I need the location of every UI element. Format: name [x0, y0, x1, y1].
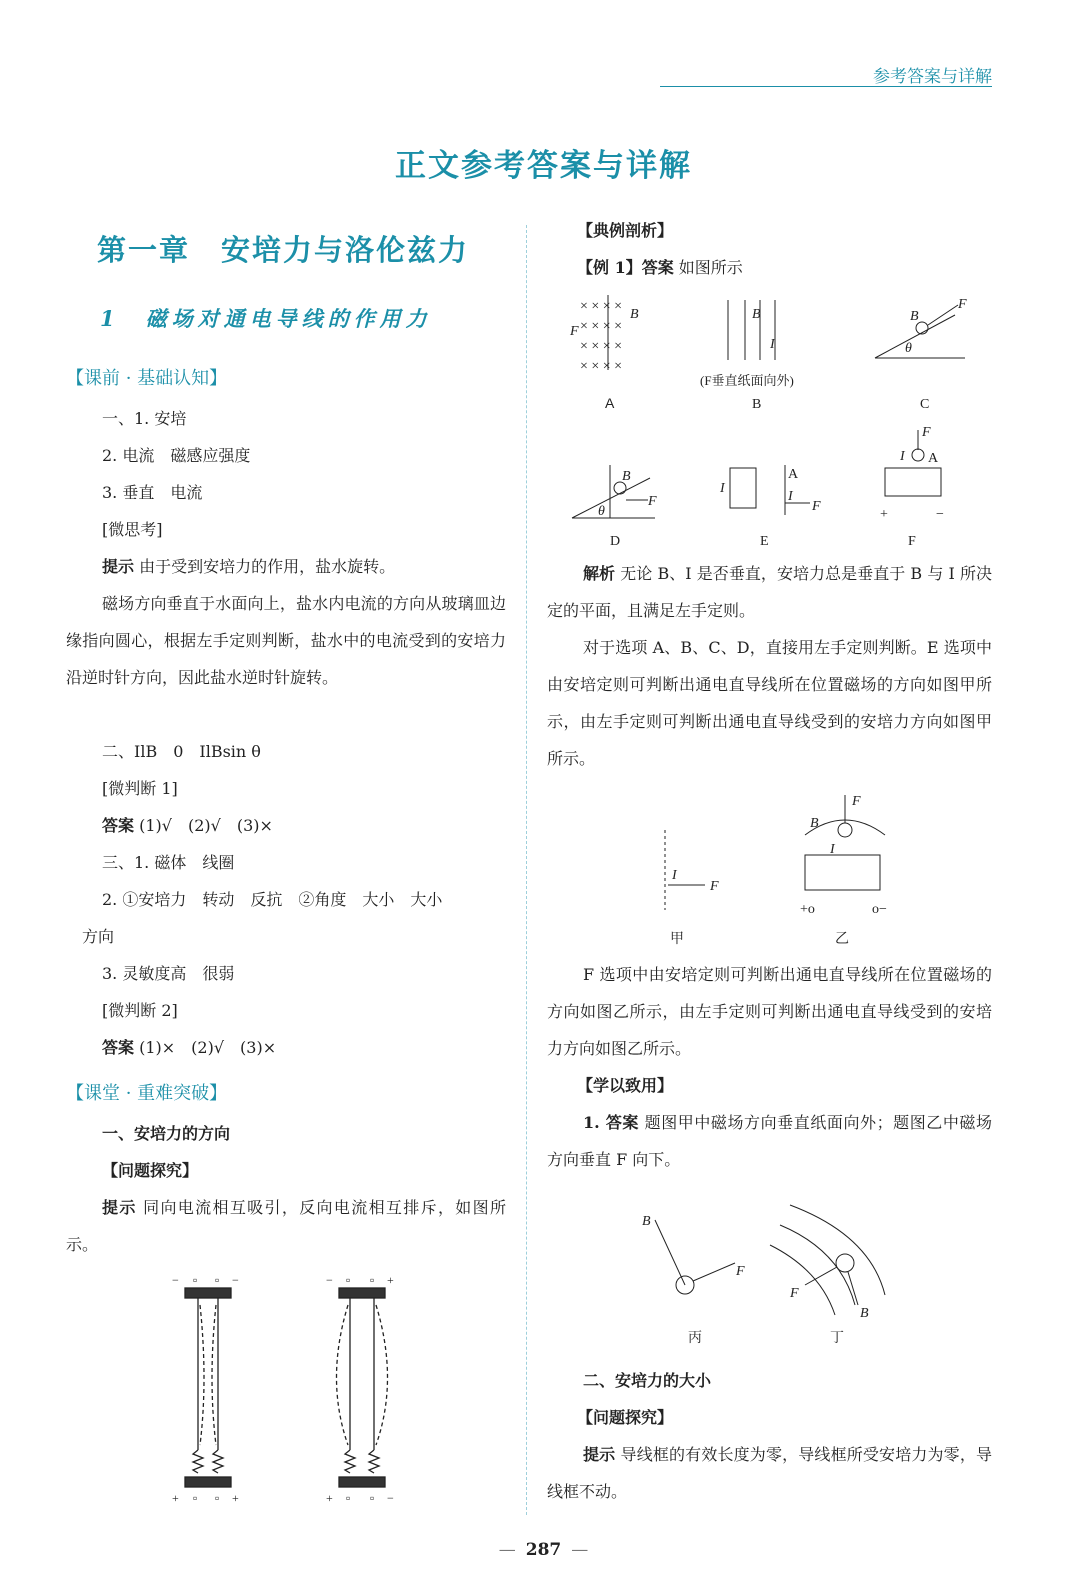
sub-heading: [微判断 1] [102, 779, 178, 798]
svg-text:× × × ×: × × × × [580, 359, 623, 374]
svg-text:θ: θ [598, 504, 605, 519]
svg-text:▫: ▫ [346, 1273, 351, 1287]
sub-heading: 【典例剖析】 [577, 221, 674, 240]
sub-heading: 二、安培力的大小 [583, 1371, 712, 1390]
svg-text:A: A [788, 467, 799, 482]
svg-text:A: A [928, 451, 939, 466]
svg-text:▫: ▫ [193, 1273, 198, 1287]
answer-line: 二、IlB 0 IlBsin θ [102, 742, 261, 761]
figure-d [572, 465, 655, 518]
figure-label: B [752, 397, 762, 412]
answer-line: 答案 (1)× (2)√ (3)× [102, 1038, 277, 1057]
paragraph: 对于选项 A、B、C、D，直接用左手定则判断。E 选项中由安培定则可判断出通电直导线所在位置磁场的方向如图甲所示，由左手定则可判断出通电直导线受到的安培力方向如图甲所示。 [547, 638, 992, 768]
svg-text:▫: ▫ [370, 1273, 375, 1287]
header-rule [660, 86, 992, 87]
svg-text:F: F [570, 324, 579, 339]
sub-heading: 【问题探究】 [577, 1408, 674, 1427]
svg-text:B: B [752, 307, 761, 322]
figure-a [569, 295, 639, 411]
svg-text:F: F [648, 494, 657, 509]
figure-label: 丙 [688, 1331, 702, 1346]
answer-line: 三、1. 磁体 线圈 [102, 853, 235, 872]
svg-text:I: I [720, 481, 725, 496]
svg-text:I: I [770, 337, 775, 352]
svg-text:+: + [232, 1491, 239, 1505]
page-number: — 287 — [498, 1540, 589, 1560]
answer-line: 3. 垂直 电流 [102, 483, 203, 502]
svg-text:θ: θ [905, 341, 912, 356]
svg-text:+: + [172, 1491, 179, 1505]
svg-text:+: + [326, 1491, 333, 1505]
figure-label: 丁 [830, 1331, 844, 1346]
svg-text:−: − [936, 507, 944, 522]
sub-heading: 【问题探究】 [102, 1161, 199, 1180]
page-title: 正文参考答案与详解 [395, 148, 692, 184]
figure-label: 乙 [835, 932, 849, 947]
hint-key: 提示 [102, 557, 135, 576]
svg-text:o−: o− [872, 902, 887, 917]
sub-heading: [微判断 2] [102, 1001, 178, 1020]
svg-text:F: F [812, 499, 821, 514]
figure-note: (F垂直纸面向外) [700, 373, 794, 388]
svg-text:× × × ×: × × × × [580, 319, 623, 334]
svg-text:× × × ×: × × × × [580, 299, 623, 314]
svg-text:I: I [900, 449, 905, 464]
svg-text:▫: ▫ [193, 1491, 198, 1505]
figures-bing-ding [630, 1185, 910, 1355]
svg-text:B: B [630, 307, 639, 322]
column-divider [526, 225, 527, 1515]
svg-text:+: + [387, 1273, 394, 1287]
figure-label: 甲 [670, 932, 684, 947]
figure-label: D [610, 534, 621, 549]
svg-text:F: F [790, 1286, 799, 1301]
svg-text:−: − [387, 1491, 394, 1505]
svg-text:F: F [922, 425, 931, 440]
example-figures [560, 290, 990, 550]
figures-jia-yi [640, 785, 900, 955]
svg-text:I: I [830, 842, 835, 857]
svg-text:−: − [172, 1273, 179, 1287]
answer-line: 一、1. 安培 [102, 409, 187, 428]
answer-line: 2. 电流 磁感应强度 [102, 446, 251, 465]
svg-text:▫: ▫ [370, 1491, 375, 1505]
svg-text:B: B [860, 1306, 869, 1321]
svg-text:F: F [958, 297, 967, 312]
sub-heading: [微思考] [102, 520, 163, 539]
tag-preclass: 【课前 · 基础认知】 [66, 368, 228, 389]
svg-text:▫: ▫ [215, 1491, 220, 1505]
answer-line: 2. ①安培力 转动 反抗 ②角度 大小 大小 [102, 890, 443, 909]
answer-line: 方向 [82, 927, 115, 946]
answer-line: 3. 灵敏度高 很弱 [102, 964, 235, 983]
svg-text:B: B [810, 816, 819, 831]
svg-text:−: − [326, 1273, 333, 1287]
svg-text:+o: +o [800, 902, 815, 917]
figure-c [875, 305, 965, 358]
svg-text:−: − [232, 1273, 239, 1287]
figure-label: C [920, 397, 930, 412]
answer-line: 答案 (1)√ (2)√ (3)× [102, 816, 273, 835]
figure-label: F [908, 534, 916, 549]
hint-paragraph: 提示 导线框的有效长度为零，导线框所受安培力为零，导线框不动。 [547, 1445, 992, 1501]
figure-b [728, 300, 776, 360]
svg-text:I: I [788, 489, 793, 504]
hint-paragraph: 提示 同向电流相互吸引，反向电流相互排斥，如图所示。 [66, 1198, 506, 1254]
svg-text:I: I [672, 868, 677, 883]
figure-label: E [760, 534, 769, 549]
svg-text:B: B [642, 1214, 651, 1229]
svg-text:+: + [880, 507, 888, 522]
tag-inclass: 【课堂 · 重难突破】 [66, 1083, 228, 1104]
svg-text:▫: ▫ [215, 1273, 220, 1287]
hint-line: 提示 由于受到安培力的作用，盐水旋转。 [102, 557, 396, 576]
answer-paragraph: 1. 答案 题图甲中磁场方向垂直纸面向外；题图乙中磁场方向垂直 F 向下。 [547, 1113, 992, 1169]
paragraph: 磁场方向垂直于水面向上，盐水内电流的方向从玻璃皿边缘指向圆心，根据左手定则判断，盐水中的电流受到的安培力沿逆时针方向，因此盐水逆时针旋转。 [66, 594, 506, 687]
svg-text:B: B [910, 309, 919, 324]
svg-text:F: F [736, 1264, 745, 1279]
svg-text:F: F [710, 879, 719, 894]
section-title: 1 磁场对通电导线的作用力 [100, 306, 432, 331]
example-answer: 【例 1】答案 如图所示 [577, 258, 743, 277]
sub-heading: 【学以致用】 [577, 1076, 674, 1095]
figure-label: A [605, 395, 615, 411]
paragraph: F 选项中由安培定则可判断出通电直导线所在位置磁场的方向如图乙所示，由左手定则可判断出通电直导线受到的安培力方向如图乙所示。 [547, 965, 992, 1058]
parallel-wires-figure [160, 1270, 400, 1510]
sub-heading: 一、安培力的方向 [102, 1124, 231, 1143]
svg-text:F: F [852, 794, 861, 809]
chapter-title: 第一章 安培力与洛伦兹力 [97, 233, 470, 267]
svg-text:× × × ×: × × × × [580, 339, 623, 354]
svg-text:▫: ▫ [346, 1491, 351, 1505]
running-header: 参考答案与详解 [873, 67, 992, 87]
svg-text:B: B [622, 469, 631, 484]
analysis-paragraph: 解析 无论 B、I 是否垂直，安培力总是垂直于 B 与 I 所决定的平面，且满足左手定则。 [547, 564, 992, 620]
